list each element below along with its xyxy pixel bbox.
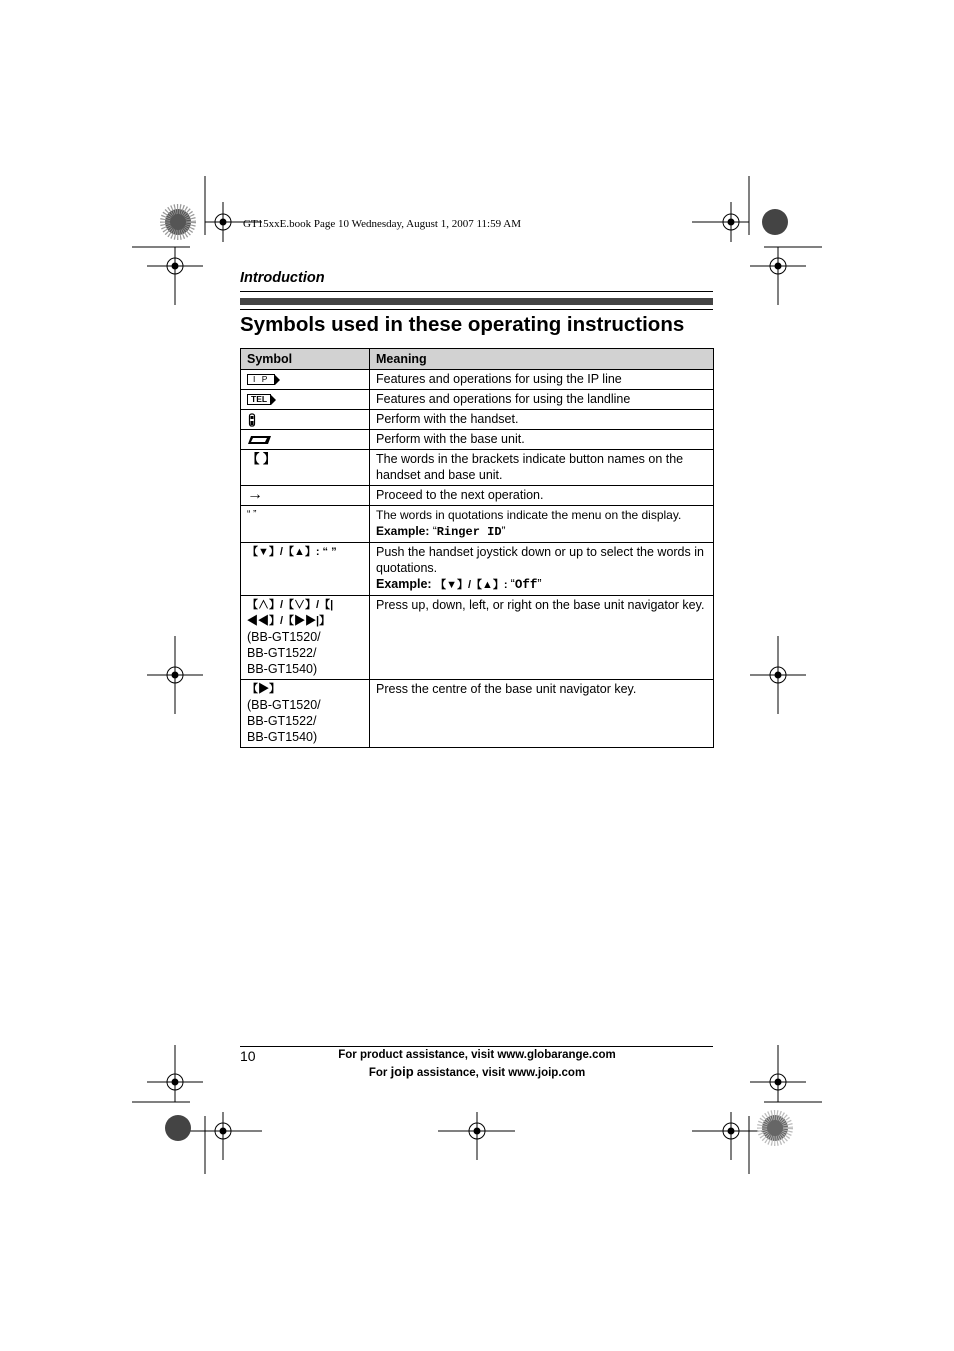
model-line: (BB-GT1520/ (247, 698, 321, 712)
symbol-cell: 【 】 (241, 450, 370, 486)
table-row (241, 450, 714, 486)
symbol-column-header: Symbol (241, 349, 370, 370)
symbol-cell: 【▶】 (247, 683, 280, 695)
meaning-cell: Press up, down, left, or right on the base unit navigator key. (370, 596, 714, 680)
ip-line-icon: I P (247, 374, 275, 385)
landline-icon: TEL (247, 394, 271, 405)
meaning-cell: The words in quotations indicate the menu on the display. (376, 508, 682, 522)
meaning-cell: Press the centre of the base unit navigator key. (370, 680, 714, 748)
meaning-cell: The words in the brackets indicate button names on the handset and base unit. (370, 450, 714, 486)
footer-line-2 (300, 1064, 654, 1079)
table-row: 【▼】/【▲】: “ ” Push the handset joystick down or up to select the words in quotations. Example: 【▼】/【▲】: “Off” (241, 543, 714, 596)
example-label: Example: (376, 577, 432, 591)
example-label: Example: (376, 524, 430, 538)
example-value: Off (514, 578, 538, 592)
footer-line-1: For product assistance, visit www.globarange.com (338, 1049, 616, 1061)
model-line: BB-GT1540) (247, 730, 318, 744)
symbol-cell: 【▼】/【▲】: “ ” (241, 543, 370, 596)
symbol-cell: “ ” (241, 506, 370, 543)
title-rule (240, 309, 713, 310)
meaning-cell: Features and operations for using the IP line (370, 370, 714, 390)
meaning-column-header: Meaning (370, 349, 714, 370)
footer-rule (240, 1046, 713, 1047)
table-row (241, 370, 714, 390)
table-header-row (241, 349, 714, 370)
footer-line-2-suffix: assistance, visit www.joip.com (413, 1067, 586, 1079)
joip-brand: joip (390, 1064, 414, 1079)
table-row (241, 390, 714, 410)
section-label: Introduction (240, 270, 325, 286)
model-line: BB-GT1522/ (247, 646, 317, 660)
base-unit-icon (247, 435, 273, 445)
page-title: Symbols used in these operating instructions (240, 313, 685, 336)
symbol-cell: 【∧】/【∨】/【|◀◀】/【▶▶|】 (247, 599, 334, 627)
meaning-cell: Push the handset joystick down or up to select the words in quotations. (376, 545, 704, 575)
table-row (241, 680, 714, 748)
example-keys: 【▼】/【▲】: (435, 579, 511, 591)
model-line: BB-GT1522/ (247, 714, 317, 728)
meaning-cell: Proceed to the next operation. (370, 486, 714, 506)
example-value: Ringer ID (436, 525, 502, 539)
symbol-cell: → (241, 486, 370, 506)
meaning-cell: Perform with the handset. (370, 410, 714, 430)
symbols-table (240, 348, 714, 748)
page-number: 10 (240, 1048, 256, 1064)
meaning-cell: Features and operations for using the landline (370, 390, 714, 410)
handset-icon (247, 413, 257, 427)
file-info-line: GT15xxE.book Page 10 Wednesday, August 1, 2007 11:59 AM (243, 218, 521, 230)
table-row: “ ” The words in quotations indicate the menu on the display. Example: “Ringer ID” (241, 506, 714, 543)
title-bar (240, 298, 713, 305)
arrow-right-icon (275, 375, 280, 385)
table-row (241, 410, 714, 430)
table-row (241, 430, 714, 450)
model-line: (BB-GT1520/ (247, 630, 321, 644)
meaning-cell: Perform with the base unit. (370, 430, 714, 450)
table-row (241, 486, 714, 506)
arrow-right-icon (271, 395, 276, 405)
section-rule (240, 291, 713, 292)
table-row (241, 596, 714, 680)
model-line: BB-GT1540) (247, 662, 318, 676)
footer-line-2-prefix: For (368, 1067, 391, 1079)
